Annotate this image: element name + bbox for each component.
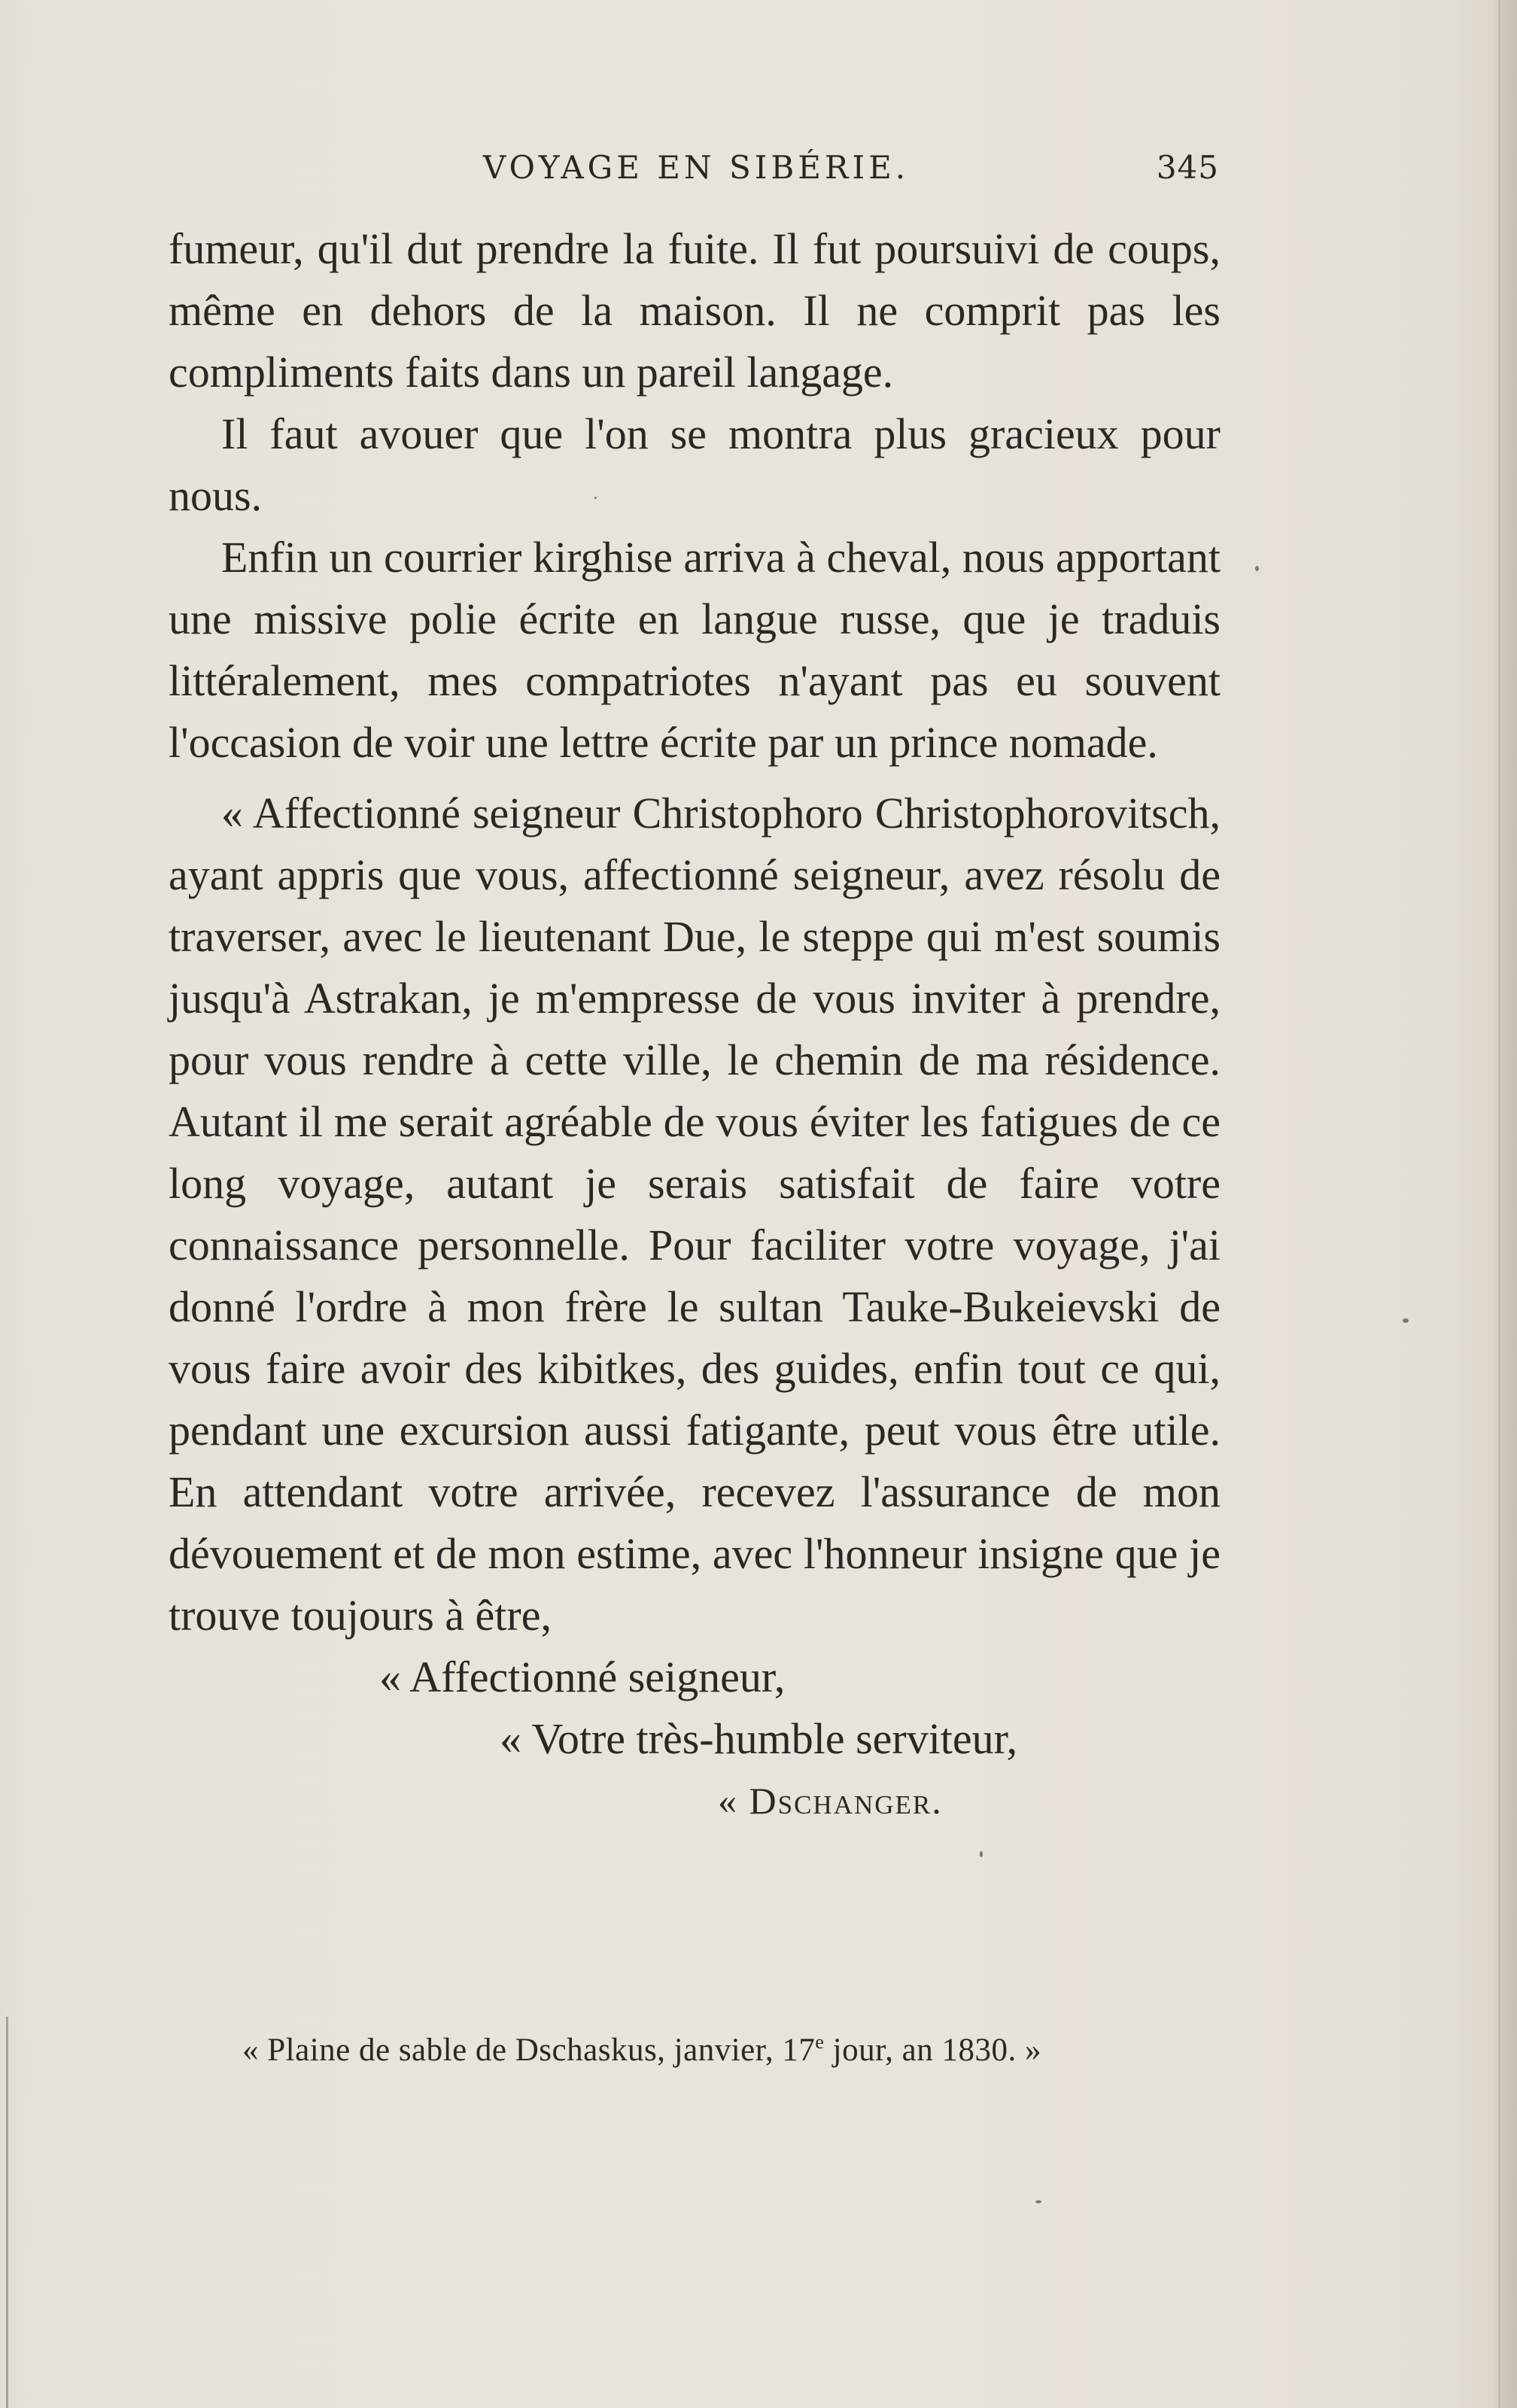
dateline-text: « Plaine de sable de Dschaskus, janvier, 17	[242, 2033, 816, 2068]
page-edge-shadow	[1498, 0, 1500, 2408]
page-number: 345	[1156, 149, 1219, 186]
paragraph: Il faut avouer que l'on se montra plus gracieux pour nous.	[169, 409, 1221, 520]
dateline-text-end: jour, an 1830. »	[824, 2033, 1042, 2068]
letter-dateline	[242, 2021, 1041, 2072]
paper-speck	[1035, 2200, 1041, 2203]
dateline-superscript: e	[815, 2031, 825, 2053]
paragraph: Enfin un courrier kirghise arriva à cheval, nous apportant une missive polie écrite en langue russe, que je traduis littéralement, mes compatriotes n'ayant pas eu souvent l'occasion de voir une lettre écrite par un prince nomade.	[169, 533, 1221, 767]
body-text	[169, 218, 1221, 1832]
paragraph-continuation: fumeur, qu'il dut prendre la fuite. Il fut poursuivi de coups, même en dehors de la maison. Il ne comprit pas les compliments faits dans un pareil langage.	[169, 224, 1221, 397]
running-head	[173, 149, 1219, 194]
paper-speck	[1255, 566, 1259, 571]
gutter-mark	[6, 2017, 8, 2408]
letter-signature: « Dschanger.	[718, 1780, 943, 1822]
paper-speck	[980, 1851, 983, 1857]
letter-body: « Affectionné seigneur Christophoro Christophorovitsch, ayant appris que vous, affectionné seigneur, avez résolu de traverser, avec le lieutenant Due, le steppe qui m'est soumis jusqu'à Astrakan, je m'empresse de vous inviter à prendre, pour vous rendre à cette ville, le chemin de ma résidence. Autant il me serait agréable de vous éviter les fatigues de ce long voyage, autant je serais satisfait de faire votre connaissance personnelle. Pour faciliter votre voyage, j'ai donné l'ordre à mon frère le sultan Tauke-Bukeievski de vous faire avoir des kibitkes, des guides, enfin tout ce qui, pendant une excursion aussi fatigante, peut vous être utile. En attendant votre arrivée, recevez l'assurance de mon dévouement et de mon estime, avec l'honneur insigne que je trouve toujours à être,	[169, 789, 1221, 1640]
paper-speck	[594, 497, 597, 499]
letter-servant: « Votre très-humble serviteur,	[500, 1714, 1018, 1763]
paper-speck	[1403, 1318, 1409, 1323]
running-title: VOYAGE EN SIBÉRIE.	[482, 149, 910, 186]
letter-salutation: « Affectionné seigneur,	[379, 1652, 786, 1701]
